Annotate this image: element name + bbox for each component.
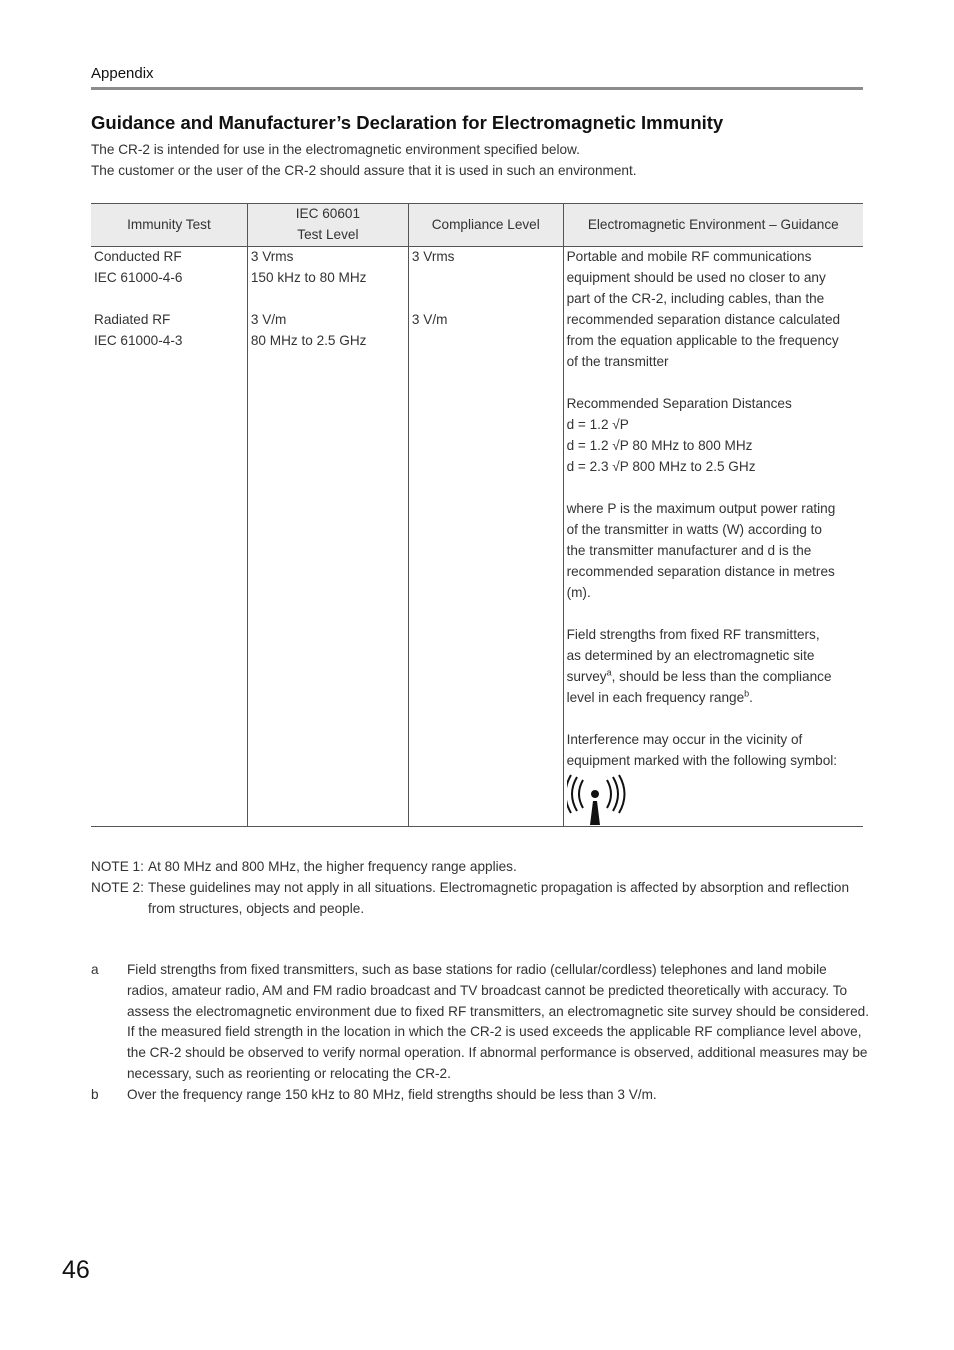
guidance-text: . — [749, 690, 753, 705]
table-row — [91, 247, 863, 827]
cell-line: 3 Vrms — [411, 249, 455, 264]
note-text: These guidelines may not apply in all situations. Electromagnetic propagation is affected by absorption and reflection from structures, objects and people. — [148, 880, 850, 916]
cell-line: 80 MHz to 2.5 GHz — [250, 333, 367, 348]
guidance-line: equipment marked with the following symbol: — [566, 753, 838, 768]
footnotes — [91, 960, 871, 1106]
guidance-line: of the transmitter in watts (W) according to — [566, 522, 822, 537]
cell-line: Radiated RF — [94, 312, 171, 327]
guidance-line: as determined by an electromagnetic site — [566, 648, 815, 663]
table-header-row — [91, 204, 863, 247]
intro-line: The CR-2 is intended for use in the electromagnetic environment specified below. — [91, 142, 580, 157]
paragraph-gap — [567, 478, 860, 499]
guidance-line: Field strengths from fixed RF transmitters, — [566, 627, 820, 642]
guidance-line: equipment should be used no closer to any — [566, 270, 826, 285]
formula-line: d = 1.2 √P — [566, 417, 629, 432]
guidance-text: survey — [566, 669, 607, 684]
test-level-cell — [247, 247, 408, 827]
paragraph-gap — [567, 373, 860, 394]
header-compliance-level: Compliance Level — [408, 204, 563, 247]
guidance-line: (m). — [566, 585, 591, 600]
guidance-text: , should be less than the compliance — [611, 669, 832, 684]
intro-line: The customer or the user of the CR-2 should assure that it is used in such an environment. — [91, 163, 637, 178]
cell-line: IEC 61000-4-6 — [94, 270, 183, 285]
footnote-label: b — [91, 1086, 99, 1102]
cell-line: IEC 61000-4-3 — [94, 333, 183, 348]
footnote-paragraph: If the measured field strength in the location in which the CR-2 is used exceeds the applicable RF compliance level above, the CR-2 should be observed to verify normal operation. If abnormal performance is observed, additional measures may be necessary, such as reorienting or relocating the CR-2. — [127, 1024, 868, 1081]
page-title: Guidance and Manufacturer’s Declaration for Electromagnetic Immunity — [91, 112, 724, 133]
header-immunity-test: Immunity Test — [91, 204, 247, 247]
intro — [91, 139, 863, 181]
paragraph-gap — [567, 709, 860, 730]
header-test-level-line: IEC 60601 — [295, 206, 361, 222]
guidance-line: part of the CR-2, including cables, than the — [566, 291, 825, 306]
guidance-line: recommended separation distance in metres — [566, 564, 835, 579]
footnote-paragraph: Over the frequency range 150 kHz to 80 MHz, field strengths should be less than 3 V/m. — [127, 1086, 657, 1102]
guidance-text: level in each frequency range — [566, 690, 745, 705]
paragraph-gap — [567, 604, 860, 625]
formula-line: d = 2.3 √P 800 MHz to 2.5 GHz — [566, 459, 756, 474]
immunity-test-cell — [91, 247, 247, 827]
guidance-line: of the transmitter — [566, 354, 669, 369]
section-rule — [91, 87, 863, 90]
footnote-text — [127, 1085, 871, 1106]
cell-line — [251, 289, 405, 310]
footnote-ref-b: b — [744, 688, 750, 699]
cell-line: 150 kHz to 80 MHz — [250, 270, 367, 285]
section-label: Appendix — [91, 65, 154, 82]
cell-line: 3 V/m — [411, 312, 448, 327]
note-label: NOTE 2: — [91, 880, 144, 895]
note-item — [91, 877, 863, 919]
guidance-cell — [563, 247, 863, 827]
immunity-table — [91, 203, 863, 827]
guidance-line — [567, 688, 860, 709]
guidance-line: the transmitter manufacturer and d is the — [566, 543, 812, 558]
guidance-line: recommended separation distance calculated — [566, 312, 841, 327]
cell-line — [94, 289, 244, 310]
guidance-line — [567, 667, 860, 688]
header-test-level — [247, 204, 408, 247]
guidance-line: from the equation applicable to the frequency — [566, 333, 839, 348]
distances-heading: Recommended Separation Distances — [566, 396, 792, 411]
cell-line: 3 V/m — [250, 312, 287, 327]
footnote-text — [127, 960, 871, 1085]
note-text: At 80 MHz and 800 MHz, the higher frequency range applies. — [148, 859, 517, 874]
note-item — [91, 856, 863, 877]
header-guidance: Electromagnetic Environment – Guidance — [563, 204, 863, 247]
footnote-label: a — [91, 962, 99, 977]
cell-line — [412, 289, 560, 310]
section-header — [91, 64, 863, 90]
compliance-level-cell — [408, 247, 563, 827]
formula-line: d = 1.2 √P 80 MHz to 800 MHz — [566, 438, 753, 453]
page-number: 46 — [62, 1256, 90, 1284]
non-ionizing-radiation-icon — [567, 774, 860, 826]
footnote-paragraph: Field strengths from fixed transmitters, such as base stations for radio (cellular/cordless) telephones and land mobile radios, amateur radio, AM and FM radio broadcast and TV broadcast cannot be predicted theoretically with accuracy. To assess the electromagnetic environment due to fixed RF transmitters, an electromagnetic site survey should be considered. — [127, 962, 869, 1019]
header-test-level-line: Test Level — [297, 227, 359, 242]
guidance-line: Interference may occur in the vicinity of — [566, 732, 803, 747]
footnote-item — [91, 960, 871, 1085]
cell-line: Conducted RF — [94, 249, 182, 264]
cell-line — [412, 268, 560, 289]
cell-line: 3 Vrms — [250, 249, 294, 264]
note-label: NOTE 1: — [91, 859, 144, 874]
guidance-line: Portable and mobile RF communications — [566, 249, 812, 264]
notes — [91, 856, 863, 919]
guidance-line: where P is the maximum output power rating — [566, 501, 836, 516]
footnote-ref-a: a — [606, 667, 612, 678]
footnote-item — [91, 1085, 871, 1106]
